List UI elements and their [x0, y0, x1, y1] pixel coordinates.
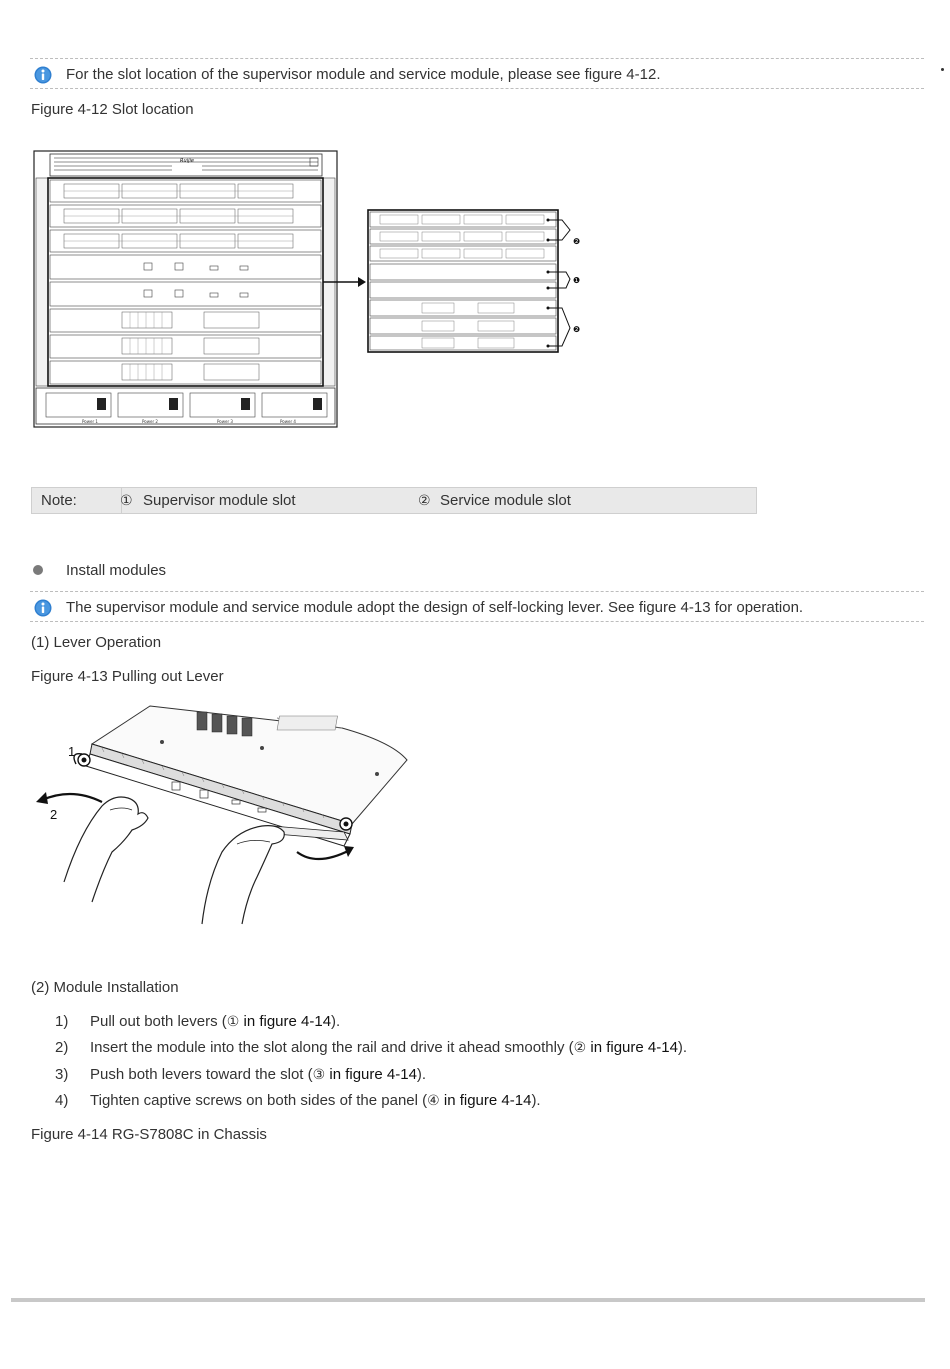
note-item1-number: ① — [120, 493, 133, 509]
divider-top-1 — [30, 58, 924, 59]
note-label: Note: — [32, 488, 122, 513]
step-4 — [55, 1092, 68, 1109]
step-1-number: 1) — [55, 1013, 69, 1030]
step-2-text: Insert the module into the slot along the rail and drive it ahead smoothly (② in figure 4-14). — [90, 1039, 688, 1056]
info-note-text-2: The supervisor module and service module adopt the design of self-locking lever. See figure 4-13 for operation. — [66, 599, 804, 616]
divider-top-2 — [30, 88, 924, 89]
step-3-text: Push both levers toward the slot (③ in figure 4-14). — [90, 1066, 427, 1083]
step-4-text: Tighten captive screws on both sides of the panel (④ in figure 4-14). — [90, 1092, 541, 1109]
margin-dot — [941, 68, 944, 71]
figure-12-caption: Figure 4-12 Slot location — [31, 101, 194, 118]
figure-reference-link[interactable]: in figure 4-14 — [439, 1092, 532, 1109]
step-3-number: 3) — [55, 1066, 69, 1083]
rotate-arrow-icon — [297, 850, 350, 859]
callout-service-top: ❷ — [573, 237, 581, 246]
section-module-installation: (2) Module Installation — [31, 979, 179, 996]
note-table — [31, 487, 757, 514]
divider-mid-2 — [30, 621, 924, 622]
figure-14-caption: Figure 4-14 RG-S7808C in Chassis — [31, 1126, 267, 1143]
figure-reference-link[interactable]: in figure 4-14 — [325, 1066, 417, 1083]
label-2: 2 — [50, 807, 58, 822]
figure-13-pulling-lever — [32, 702, 412, 928]
figure-reference-link[interactable]: in figure 4-14 — [586, 1039, 678, 1056]
power-4-label: Power 4 — [280, 419, 296, 424]
note-item1-text: Supervisor module slot — [143, 492, 296, 509]
info-icon — [34, 66, 52, 84]
brand-logo: Ruijie — [180, 158, 194, 164]
info-note-text: For the slot location of the supervisor module and service module, please see figure 4-12. — [66, 66, 661, 83]
note-item2-number: ② — [418, 493, 431, 509]
info-icon — [34, 599, 52, 617]
figure-12-slot-location — [32, 148, 592, 433]
step-1-text: Pull out both levers (① in figure 4-14). — [90, 1013, 341, 1030]
section-lever-operation: (1) Lever Operation — [31, 634, 162, 651]
rotate-arrow-icon — [42, 794, 102, 802]
power-2-label: Power 2 — [142, 419, 158, 424]
left-hand — [64, 797, 148, 902]
callout-service-bottom: ❷ — [573, 325, 581, 334]
power-1-label: Power 1 — [82, 419, 98, 424]
step-4-number: 4) — [55, 1092, 69, 1109]
figure-reference-link[interactable]: in figure 4-14 — [239, 1013, 332, 1030]
chassis-slots — [50, 180, 321, 384]
figure-13-caption: Figure 4-13 Pulling out Lever — [31, 668, 224, 685]
footer-divider — [11, 1298, 925, 1302]
divider-mid-1 — [30, 591, 924, 592]
note-item2-text: Service module slot — [440, 492, 571, 509]
step-2-number: 2) — [55, 1039, 69, 1056]
bullet-dot — [33, 565, 43, 575]
step-3 — [55, 1066, 68, 1083]
step-2 — [55, 1039, 68, 1056]
right-hand — [202, 826, 284, 924]
callout-supervisor: ❶ — [573, 276, 581, 285]
step-1 — [55, 1013, 68, 1030]
power-3-label: Power 3 — [217, 419, 233, 424]
arrow-icon — [358, 277, 366, 287]
bullet-text: Install modules — [66, 562, 167, 579]
label-1: 1 — [68, 744, 76, 759]
